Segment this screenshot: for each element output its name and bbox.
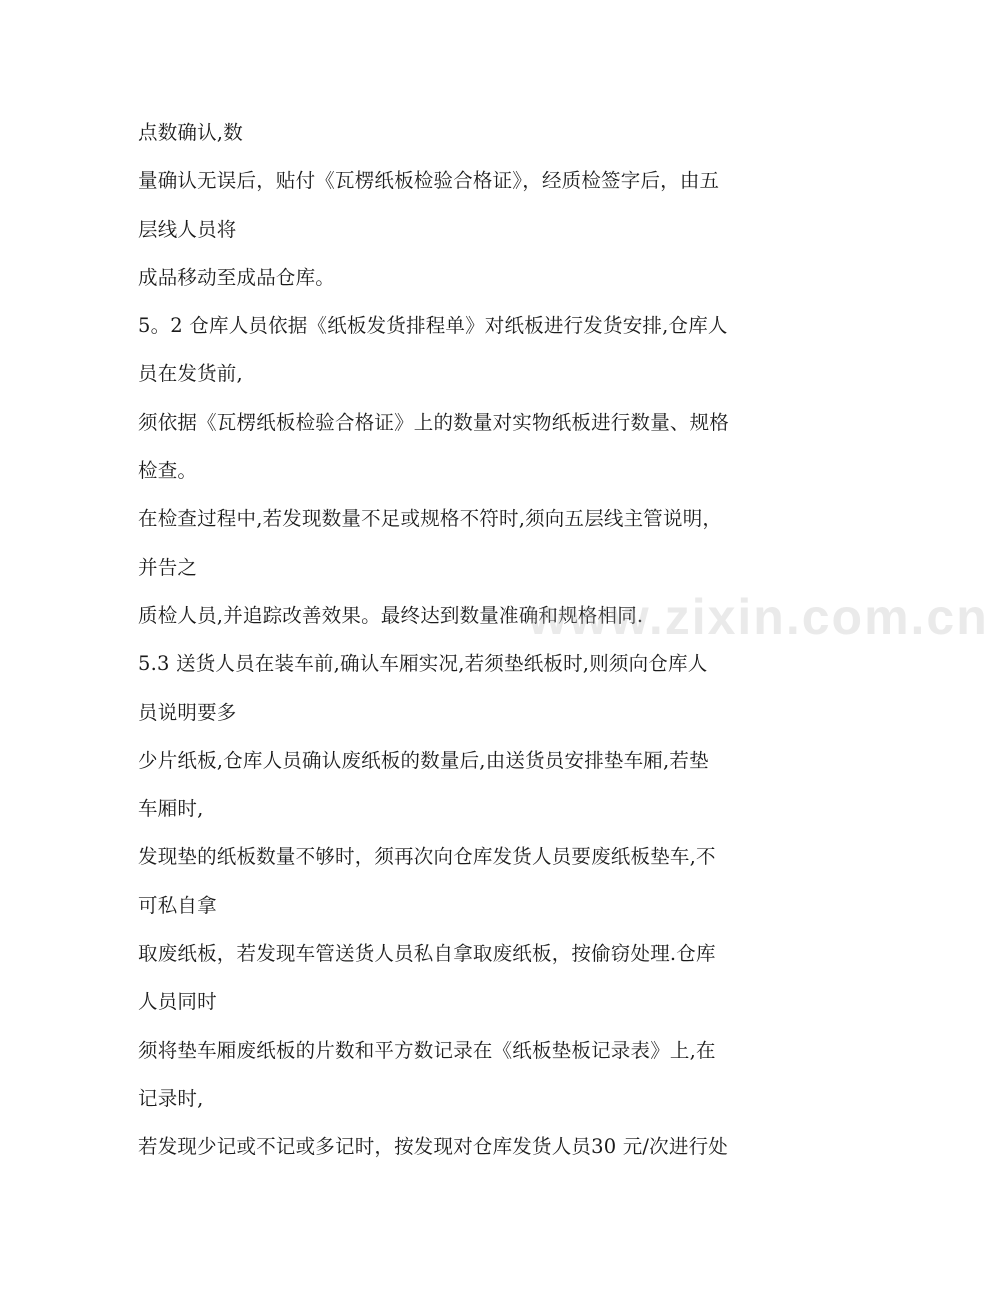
watermark: www.zixin.com.cn — [528, 589, 989, 645]
text-line: 检查。 — [138, 459, 198, 483]
text-line: 5.3 送货人员在装车前,确认车厢实况,若须垫纸板时,则须向仓库人 — [138, 652, 708, 676]
text-line: 并告之 — [138, 555, 198, 579]
text-line: 质检人员,并追踪改善效果。最终达到数量准确和规格相同. — [138, 603, 644, 627]
text-line: 取废纸板，若发现车管送货人员私自拿取废纸板，按偷窃处理.仓库 — [138, 942, 716, 966]
text-line: 量确认无误后，贴付《瓦楞纸板检验合格证》，经质检签字后，由五 — [138, 169, 720, 193]
text-line: 员在发货前, — [138, 362, 243, 386]
text-line: 成品移动至成品仓库。 — [138, 265, 336, 289]
text-line: 发现垫的纸板数量不够时，须再次向仓库发货人员要废纸板垫车,不 — [138, 845, 716, 869]
text-line: 员说明要多 — [138, 700, 237, 724]
text-line: 人员同时 — [138, 990, 217, 1014]
text-line: 5。2 仓库人员依据《纸板发货排程单》对纸板进行发货安排,仓库人 — [138, 314, 728, 338]
text-line: 在检查过程中,若发现数量不足或规格不符时,须向五层线主管说明， — [138, 507, 723, 531]
text-line: 车厢时, — [138, 797, 204, 821]
text-line: 记录时, — [138, 1086, 204, 1110]
text-line: 须依据《瓦楞纸板检验合格证》上的数量对实物纸板进行数量、规格 — [138, 410, 730, 434]
text-line: 少片纸板,仓库人员确认废纸板的数量后,由送货员安排垫车厢,若垫 — [138, 748, 709, 772]
text-line: 可私自拿 — [138, 893, 217, 917]
text-line: 若发现少记或不记或多记时，按发现对仓库发货人员30 元/次进行处 — [138, 1135, 728, 1159]
text-line: 层线人员将 — [138, 217, 237, 241]
document-body — [138, 114, 798, 1177]
text-line: 点数确认,数 — [138, 121, 243, 144]
text-line: 须将垫车厢废纸板的片数和平方数记录在《纸板垫板记录表》上,在 — [138, 1038, 716, 1062]
